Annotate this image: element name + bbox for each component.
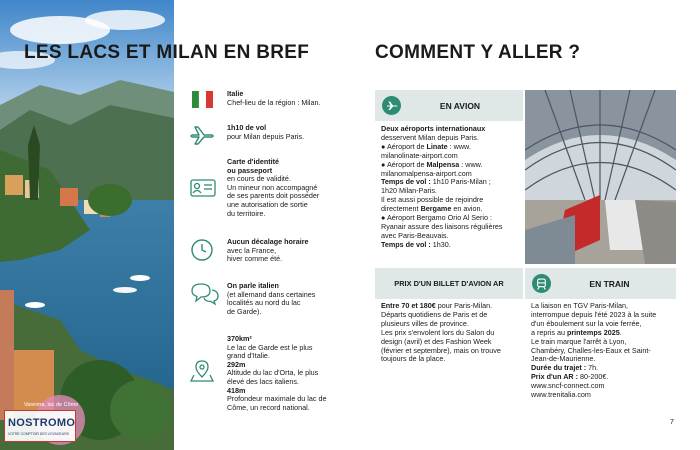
fact-line: Un mineur non accompagné <box>227 182 318 192</box>
fact-line: ou passeport <box>227 165 273 175</box>
text-line: Chambéry, Challes-les-Eaux et Saint- <box>531 345 651 355</box>
text-line: d'un éboulement sur la voie ferrée, <box>531 318 642 328</box>
train-circle-icon <box>532 274 551 293</box>
text-line: toujours de la place. <box>381 354 446 364</box>
fact-line: hiver comme été. <box>227 254 283 264</box>
text-line: Ryanair assure des liaisons régulières <box>381 221 503 231</box>
plane-body <box>381 125 502 250</box>
fact-line: Italie <box>227 89 244 98</box>
text-line: Durée du trajet : 7h. <box>531 363 599 373</box>
speech-bubbles-icon <box>190 282 214 304</box>
fact-line: Aucun décalage horaire <box>227 237 309 246</box>
fact-line: du territoire. <box>227 208 266 218</box>
fact-line: Chef-lieu de la région : Milan. <box>227 97 321 107</box>
text-line: Entre 70 et 180€ pour Paris-Milan. <box>381 301 493 310</box>
fact-line: pour Milan depuis Paris. <box>227 131 305 141</box>
page-number: 7 <box>670 419 674 426</box>
text-line: ● Aéroport de Linate : www. <box>381 141 471 151</box>
fact-line: Carte d'identité <box>227 157 280 166</box>
logo-name: NOSTROMO <box>8 417 76 429</box>
plane-circle-icon <box>382 96 401 115</box>
text-line: Le train marque l'arrêt à Lyon, <box>531 336 627 346</box>
fact-text <box>227 124 353 141</box>
fact-line: Profondeur maximale du lac de <box>227 394 327 404</box>
lake-como-photo <box>0 0 174 450</box>
train-header-label: EN TRAIN <box>589 278 630 289</box>
text-line: avec Paris-Beauvais. <box>381 230 449 240</box>
text-line: milanolinate-airport.com <box>381 150 458 160</box>
text-line: 1h20 Milan-Paris. <box>381 186 437 196</box>
text-line: interrompue depuis l'été 2023 à la suite <box>531 309 657 319</box>
fact-line: (et allemand dans certaines <box>227 289 316 299</box>
text-line: www.sncf-connect.com <box>531 381 605 391</box>
text-line: Deux aéroports internationaux <box>381 124 486 133</box>
airplane-icon <box>190 124 214 146</box>
fact-line: Altitude du lac d'Orta, le plus <box>227 368 319 378</box>
fact-line: On parle italien <box>227 281 279 290</box>
nostromo-logo <box>4 410 76 442</box>
photo-caption: Varenna, lac de Côme <box>24 402 79 408</box>
fact-line: élevé des lacs italiens. <box>227 376 299 386</box>
fact-line: de ses parents doit posséder <box>227 191 320 201</box>
text-line: (février et septembre), mais on trouve <box>381 345 501 355</box>
fact-line: avec la France, <box>227 245 277 255</box>
fact-line: 292m <box>227 359 246 369</box>
fact-line: grand d'Italie. <box>227 351 270 361</box>
text-line: milanomalpensa-airport.com <box>381 168 472 178</box>
text-line: ● Aéroport Bergamo Orio Al Serio : <box>381 213 493 223</box>
price-body <box>381 302 501 364</box>
logo-tagline: VOTRE COMPTOIR DES VOYAGEURS <box>8 432 69 436</box>
left-section-title: LES LACS ET MILAN EN BREF <box>24 42 310 63</box>
fact-line: Le lac de Garde est le plus <box>227 342 313 352</box>
price-panel-header <box>375 268 523 299</box>
fact-text <box>227 238 353 264</box>
text-line: plusieurs villes de province. <box>381 318 469 328</box>
text-line: a repris au printemps 2025. <box>531 327 622 337</box>
milan-station-photo <box>525 90 676 264</box>
text-line: Temps de vol : 1h10 Paris-Milan ; <box>381 177 491 187</box>
text-line: Les prix s'envolent lors du Salon du <box>381 327 495 337</box>
fact-line: de Garde). <box>227 306 262 316</box>
italy-flag-icon <box>190 90 214 112</box>
fact-line: Côme, un record national. <box>227 402 310 412</box>
text-line: Temps de vol : 1h30. <box>381 239 451 249</box>
text-line: Jean-de-Maurienne. <box>531 354 596 364</box>
price-header-label: PRIX D'UN BILLET D'AVION AR <box>394 279 504 288</box>
text-line: desservent Milan depuis Paris. <box>381 132 479 142</box>
text-line: Il est aussi possible de rejoindre <box>381 195 484 205</box>
clock-icon <box>190 238 214 260</box>
fact-text <box>227 335 353 412</box>
fact-line: 1h10 de vol <box>227 123 267 132</box>
id-card-icon <box>190 178 214 200</box>
fact-line: en cours de validité. <box>227 174 291 184</box>
right-section-title: COMMENT Y ALLER ? <box>375 42 581 63</box>
fact-line: 418m <box>227 385 246 395</box>
text-line: Départs quotidiens de Paris et de <box>381 309 488 319</box>
text-line: La liaison en TGV Paris-Milan, <box>531 301 628 310</box>
fact-text <box>227 90 353 107</box>
fact-line: une autorisation de sortie <box>227 199 308 209</box>
text-line: Prix d'un AR : 80-200€. <box>531 372 609 382</box>
fact-text <box>227 282 353 316</box>
text-line: ● Aéroport de Malpensa : www. <box>381 159 483 169</box>
text-line: www.trenitalia.com <box>531 390 591 400</box>
text-line: directement Bergame en avion. <box>381 204 483 214</box>
fact-text <box>227 158 353 218</box>
fact-line: localités au nord du lac <box>227 298 301 308</box>
train-body <box>531 302 656 400</box>
plane-header-label: EN AVION <box>439 100 481 111</box>
map-pin-icon <box>190 359 214 381</box>
fact-line: 370km² <box>227 334 252 343</box>
text-line: design (avril) et des Fashion Week <box>381 336 492 346</box>
